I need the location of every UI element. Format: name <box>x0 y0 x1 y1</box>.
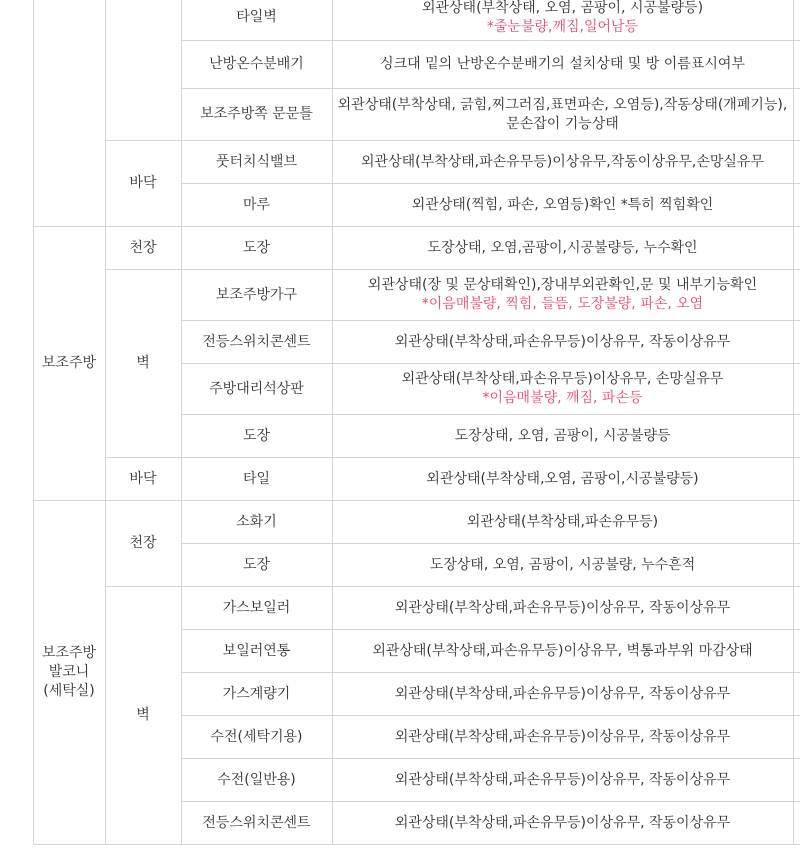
description-text: 외관상태(부착상태,파손유무등)이상유무, 작동이상유무 <box>394 728 731 745</box>
left-margin-cell <box>0 0 33 845</box>
room-cell: 보조주방 발코니 (세탁실) <box>33 501 105 845</box>
table-row <box>0 270 800 321</box>
check-cell <box>793 458 800 501</box>
table-row <box>0 587 800 630</box>
item-description-cell <box>332 321 793 364</box>
item-name-cell: 소화기 <box>181 501 332 544</box>
check-cell <box>793 184 800 227</box>
check-cell <box>793 544 800 587</box>
item-description-cell <box>332 759 793 802</box>
item-description-cell <box>332 364 793 415</box>
item-name-cell: 전등스위치콘센트 <box>181 321 332 364</box>
item-description-cell <box>332 415 793 458</box>
description-text: 외관상태(부착상태, 긁힘,찌그러짐,표면파손, 오염등),작동상태(개폐기능),문손잡이 기능상태 <box>337 96 788 132</box>
check-cell <box>793 41 800 89</box>
item-description-cell <box>332 673 793 716</box>
item-name-cell: 수전(세탁기용) <box>181 716 332 759</box>
item-name-cell: 전등스위치콘센트 <box>181 802 332 845</box>
item-description-cell <box>332 716 793 759</box>
description-text: 외관상태(부착상태,파손유무등)이상유무,작동이상유무,손망실유무 <box>361 153 764 170</box>
item-name-cell: 보일러연통 <box>181 630 332 673</box>
item-description-cell <box>332 802 793 845</box>
item-description-cell <box>332 89 793 141</box>
defect-note: *이음매불량, 찍힘, 들뜸, 도장불량, 파손, 오염 <box>421 296 704 312</box>
part-cell: 벽 <box>105 270 181 458</box>
item-description-cell <box>332 501 793 544</box>
item-name-cell: 수전(일반용) <box>181 759 332 802</box>
item-name-cell: 풋터치식밸브 <box>181 141 332 184</box>
item-name-cell: 타일벽 <box>181 0 332 41</box>
description-text: 외관상태(부착상태,파손유무등)이상유무, 벽통과부위 마감상태 <box>372 642 753 659</box>
item-name-cell: 도장 <box>181 415 332 458</box>
table-row <box>0 0 800 41</box>
check-cell <box>793 0 800 41</box>
item-name-cell: 도장 <box>181 227 332 270</box>
table-row <box>0 458 800 501</box>
description-text: 외관상태(부착상태,파손유무등)이상유무, 손망실유무 <box>401 371 724 387</box>
item-name-cell: 마루 <box>181 184 332 227</box>
item-description-cell <box>332 227 793 270</box>
description-text: 외관상태(부착상태,파손유무등) <box>466 513 659 530</box>
item-name-cell: 가스계량기 <box>181 673 332 716</box>
item-description-cell <box>332 141 793 184</box>
check-cell <box>793 716 800 759</box>
item-description-cell <box>332 41 793 89</box>
description-text: 도장상태, 오염,곰팡이,시공불량등, 누수확인 <box>427 239 698 256</box>
check-cell <box>793 89 800 141</box>
table-row <box>0 141 800 184</box>
item-name-cell: 난방온수분배기 <box>181 41 332 89</box>
description-text: 외관상태(부착상태,파손유무등)이상유무, 작동이상유무 <box>394 685 731 702</box>
check-cell <box>793 141 800 184</box>
part-cell: 천장 <box>105 227 181 270</box>
item-name-cell: 가스보일러 <box>181 587 332 630</box>
check-cell <box>793 270 800 321</box>
description-text: 외관상태(부착상태,파손유무등)이상유무, 작동이상유무 <box>394 599 731 616</box>
check-cell <box>793 227 800 270</box>
item-description-cell <box>332 458 793 501</box>
check-cell <box>793 321 800 364</box>
check-cell <box>793 415 800 458</box>
part-cell <box>105 0 181 141</box>
item-name-cell: 보조주방가구 <box>181 270 332 321</box>
check-cell <box>793 759 800 802</box>
check-cell <box>793 673 800 716</box>
defect-note: *줄눈불량,깨짐,일어남등 <box>486 18 639 35</box>
room-cell <box>33 0 105 227</box>
description-text: 도장상태, 오염, 곰팡이, 시공불량등 <box>454 427 671 444</box>
check-cell <box>793 501 800 544</box>
item-description-cell <box>332 587 793 630</box>
check-cell <box>793 364 800 415</box>
item-description-cell <box>332 544 793 587</box>
room-cell: 보조주방 <box>33 227 105 501</box>
description-text: 외관상태(부착상태,파손유무등)이상유무, 작동이상유무 <box>394 771 731 788</box>
item-description-cell <box>332 184 793 227</box>
item-name-cell: 타일 <box>181 458 332 501</box>
defect-note: *이음매불량, 깨짐, 파손등 <box>482 390 643 406</box>
table-row <box>0 501 800 544</box>
part-cell: 천장 <box>105 501 181 587</box>
description-text: 외관상태(부착상태,오염, 곰팡이,시공불량등) <box>426 470 699 487</box>
item-name-cell: 주방대리석상판 <box>181 364 332 415</box>
description-text: 외관상태(부착상태, 오염, 곰팡이, 시공불량등) <box>421 0 704 16</box>
item-description-cell <box>332 0 793 41</box>
description-text: 외관상태(부착상태,파손유무등)이상유무, 작동이상유무 <box>394 814 731 831</box>
description-text: 외관상태(장 및 문상태확인),장내부외관확인,문 및 내부기능확인 <box>367 277 758 293</box>
part-cell: 벽 <box>105 587 181 845</box>
description-text: 도장상태, 오염, 곰팡이, 시공불량, 누수흔적 <box>429 556 696 573</box>
item-name-cell: 보조주방쪽 문문틀 <box>181 89 332 141</box>
item-name-cell: 도장 <box>181 544 332 587</box>
description-text: 외관상태(찍힘, 파손, 오염등)확인 *특히 찍힘확인 <box>411 196 714 213</box>
description-text: 싱크대 밑의 난방온수분배기의 설치상태 및 방 이름표시여부 <box>380 56 745 72</box>
check-cell <box>793 587 800 630</box>
check-cell <box>793 630 800 673</box>
item-description-cell <box>332 270 793 321</box>
part-cell: 바닥 <box>105 141 181 227</box>
table-row <box>0 227 800 270</box>
check-cell <box>793 802 800 845</box>
description-text: 외관상태(부착상태,파손유무등)이상유무, 작동이상유무 <box>394 333 731 350</box>
part-cell: 바닥 <box>105 458 181 501</box>
item-description-cell <box>332 630 793 673</box>
